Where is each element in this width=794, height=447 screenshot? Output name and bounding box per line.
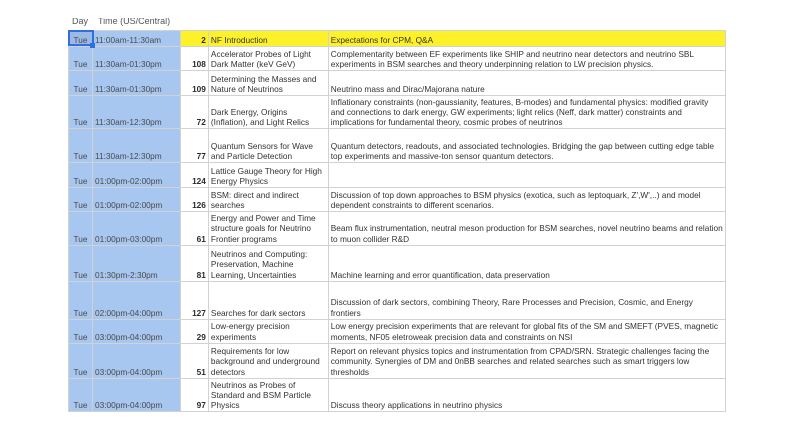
time-cell[interactable]: 03:00pm-04:00pm (92, 319, 180, 343)
description-cell[interactable]: Report on relevant physics topics and instrumentation from CPAD/SRN. Strategic challenges facing the community. Synergies of DM and 0nBB searches and related searches such as smart triggers low thresholds (328, 343, 725, 378)
session-number-cell[interactable]: 97 (180, 378, 208, 411)
day-cell[interactable]: Tue (69, 245, 93, 281)
session-title-cell[interactable]: Accelerator Probes of Light Dark Matter (keV GeV) (208, 47, 328, 71)
session-title-cell[interactable]: Neutrinos as Probes of Standard and BSM Particle Physics (208, 378, 328, 411)
table-row[interactable] (69, 163, 726, 188)
session-number-cell[interactable]: 126 (180, 188, 208, 212)
table-row[interactable] (69, 31, 726, 47)
session-number-cell[interactable]: 29 (180, 319, 208, 343)
day-cell[interactable]: Tue (69, 129, 93, 163)
description-cell[interactable]: Complementarity between EF experiments like SHIP and neutrino near detectors and neutrino SBL experiments in BSM searches and theory underpinning relation to LW precision physics. (328, 47, 725, 71)
session-number-cell[interactable]: 2 (180, 31, 208, 47)
day-cell[interactable]: Tue (69, 71, 93, 96)
session-title-cell[interactable]: Lattice Gauge Theory for High Energy Physics (208, 163, 328, 188)
table-row[interactable] (69, 378, 726, 411)
time-cell[interactable]: 01:00pm-02:00pm (92, 163, 180, 188)
session-number-cell[interactable]: 108 (180, 47, 208, 71)
time-cell[interactable]: 01:30pm-2:30pm (92, 245, 180, 281)
day-cell[interactable]: Tue (69, 319, 93, 343)
spreadsheet-grid (68, 18, 726, 428)
day-cell[interactable]: Tue (69, 378, 93, 411)
session-title-cell[interactable]: NF Introduction (208, 31, 328, 47)
day-cell[interactable]: Tue (69, 31, 93, 47)
description-cell[interactable]: Expectations for CPM, Q&A (328, 31, 725, 47)
time-cell[interactable]: 11:30am-01:30pm (92, 47, 180, 71)
time-column-header: Time (US/Central) (98, 18, 171, 26)
time-cell[interactable]: 01:00pm-03:00pm (92, 212, 180, 245)
session-title-cell[interactable]: Energy and Power and Time structure goals for Neutrino Frontier programs (208, 212, 328, 245)
day-cell[interactable]: Tue (69, 212, 93, 245)
table-row[interactable] (69, 96, 726, 129)
session-title-cell[interactable]: Low-energy precision experiments (208, 319, 328, 343)
table-row[interactable] (69, 245, 726, 281)
description-cell[interactable]: Machine learning and error quantification, data preservation (328, 245, 725, 281)
time-cell[interactable]: 11:30am-12:30pm (92, 96, 180, 129)
table-row[interactable] (69, 47, 726, 71)
session-number-cell[interactable]: 124 (180, 163, 208, 188)
day-cell[interactable]: Tue (69, 281, 93, 319)
fill-handle[interactable] (90, 43, 95, 48)
day-cell[interactable]: Tue (69, 47, 93, 71)
description-cell[interactable]: Discuss theory applications in neutrino physics (328, 378, 725, 411)
day-cell[interactable]: Tue (69, 96, 93, 129)
table-row[interactable] (69, 319, 726, 343)
description-cell[interactable]: Discussion of dark sectors, combining Theory, Rare Processes and Precision, Cosmic, and Energy frontiers (328, 281, 725, 319)
day-cell[interactable]: Tue (69, 163, 93, 188)
description-cell[interactable]: Quantum detectors, readouts, and associated technologies. Bridging the gap between cutting edge table top experiments and massive-ton sensor quantum detectors. (328, 129, 725, 163)
description-cell[interactable]: Beam flux instrumentation, neutral meson production for BSM searches, novel neutrino beams and relation to muon collider R&D (328, 212, 725, 245)
table-row[interactable] (69, 129, 726, 163)
table-row[interactable] (69, 188, 726, 212)
time-cell[interactable]: 01:00pm-02:00pm (92, 188, 180, 212)
session-title-cell[interactable]: Determining the Masses and Nature of Neutrinos (208, 71, 328, 96)
session-title-cell[interactable]: Searches for dark sectors (208, 281, 328, 319)
session-number-cell[interactable]: 72 (180, 96, 208, 129)
table-row[interactable] (69, 71, 726, 96)
session-title-cell[interactable]: Requirements for low background and underground detectors (208, 343, 328, 378)
session-title-cell[interactable]: Dark Energy, Origins (Inflation), and Light Relics (208, 96, 328, 129)
schedule-table (68, 30, 726, 412)
description-cell[interactable] (328, 163, 725, 188)
table-row[interactable] (69, 212, 726, 245)
time-cell[interactable]: 11:30am-12:30pm (92, 129, 180, 163)
time-cell[interactable]: 11:00am-11:30am (92, 31, 180, 47)
time-cell[interactable]: 03:00pm-04:00pm (92, 378, 180, 411)
session-number-cell[interactable]: 109 (180, 71, 208, 96)
session-number-cell[interactable]: 61 (180, 212, 208, 245)
table-row[interactable] (69, 343, 726, 378)
session-title-cell[interactable]: BSM: direct and indirect searches (208, 188, 328, 212)
description-cell[interactable]: Discussion of top down approaches to BSM physics (exotica, such as leptoquark, Z',W',..) and model dependent constraints to different scenarios. (328, 188, 725, 212)
description-cell[interactable]: Neutrino mass and Dirac/Majorana nature (328, 71, 725, 96)
session-number-cell[interactable]: 51 (180, 343, 208, 378)
day-cell[interactable]: Tue (69, 188, 93, 212)
session-number-cell[interactable]: 127 (180, 281, 208, 319)
session-number-cell[interactable]: 77 (180, 129, 208, 163)
description-cell[interactable]: Low energy precision experiments that are relevant for global fits of the SM and SMEFT (PVES, magnetic moments, NF05 eletroweak precision data and constraints on NSI (328, 319, 725, 343)
time-cell[interactable]: 11:30am-01:30pm (92, 71, 180, 96)
session-title-cell[interactable]: Neutrinos and Computing: Preservation, Machine Learning, Uncertainties (208, 245, 328, 281)
table-row[interactable] (69, 281, 726, 319)
description-cell[interactable]: Inflationary constraints (non-gaussianity, features, B-modes) and fundamental physics: modified gravity and connections to dark energy, GW experiments; light relics (Neff, dark matter) constraints and implications for fundamental theory, cosmic probes of neutrinos (328, 96, 725, 129)
session-title-cell[interactable]: Quantum Sensors for Wave and Particle Detection (208, 129, 328, 163)
time-cell[interactable]: 03:00pm-04:00pm (92, 343, 180, 378)
session-number-cell[interactable]: 81 (180, 245, 208, 281)
day-cell[interactable]: Tue (69, 343, 93, 378)
time-cell[interactable]: 02:00pm-04:00pm (92, 281, 180, 319)
day-column-header: Day (72, 18, 89, 26)
